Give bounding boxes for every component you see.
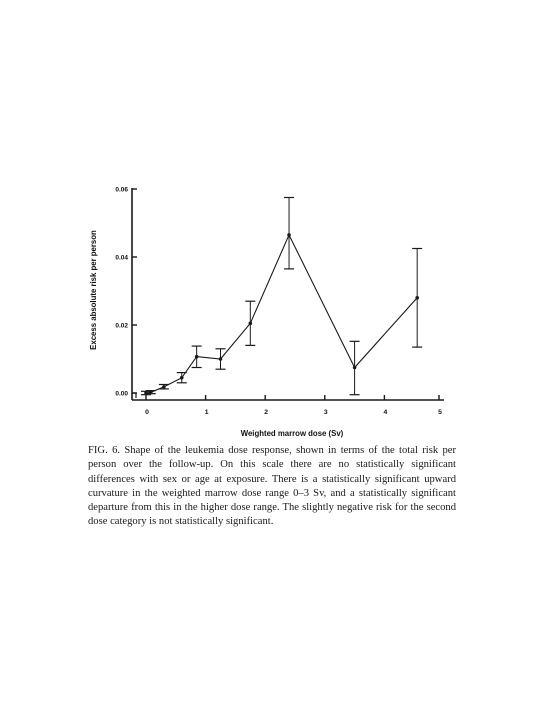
x-tick-label: 1 — [204, 409, 209, 416]
caption-text: Shape of the leukemia dose response, shown in terms of the total risk per person over the follow-up. On this scale there are no statistically significant differences with sex or age at exposure. There is a statistically significant upward curvature in the weighted marrow dose range 0–3 Sv, and a statistically significant departure from this in the higher dose range. The slightly negative risk for the second dose category is not statistically significant. — [88, 445, 457, 528]
data-point — [162, 385, 166, 389]
y-tick-label: 0.02 — [115, 322, 128, 330]
data-point — [249, 322, 253, 326]
figure-caption — [88, 444, 456, 530]
chart-axes — [132, 188, 444, 400]
y-tick-label: 0.06 — [115, 186, 128, 194]
chart-series-line — [146, 235, 417, 393]
y-tick-label: 0.00 — [115, 390, 128, 398]
data-point — [180, 376, 184, 380]
figure-label: FIG. 6. — [88, 445, 121, 456]
x-tick-label: 4 — [383, 409, 388, 416]
series-line — [146, 235, 417, 393]
chart-error-bars — [141, 198, 422, 395]
y-tick-label: 0.04 — [115, 254, 128, 262]
data-point — [219, 357, 223, 361]
x-tick-label: 2 — [264, 409, 269, 416]
x-axis-label: Weighted marrow dose (Sv) — [240, 429, 344, 438]
data-point — [195, 355, 199, 359]
x-tick-label: 3 — [323, 409, 328, 416]
data-point — [415, 296, 419, 300]
x-tick-label: 0 — [145, 409, 149, 416]
data-point — [149, 391, 153, 395]
chart-points — [144, 233, 419, 395]
chart-ticks — [115, 187, 442, 417]
data-point — [144, 391, 148, 395]
data-point — [353, 366, 357, 370]
data-point — [287, 233, 291, 237]
x-tick-label: 5 — [438, 409, 442, 416]
y-axis-label: Excess absolute risk per person — [89, 230, 98, 350]
